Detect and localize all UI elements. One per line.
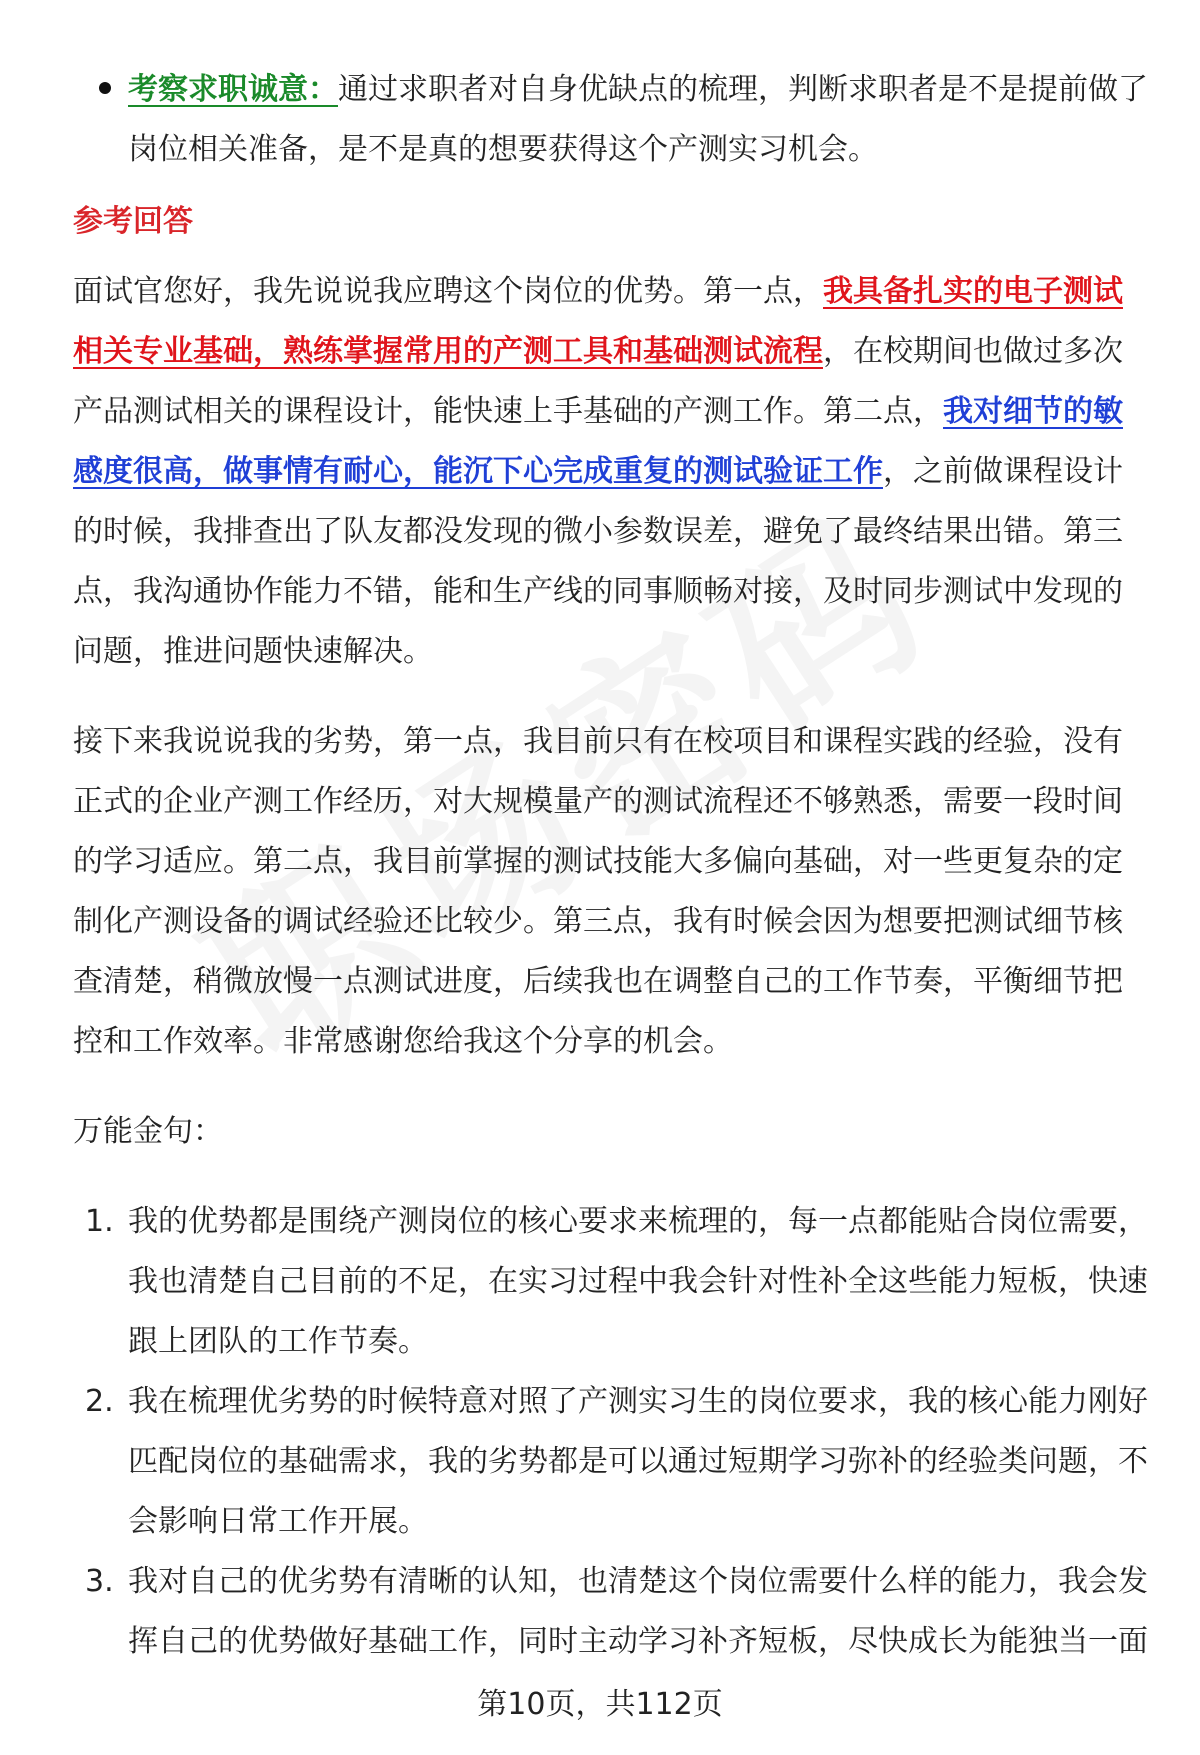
list-item-text: 我在梳理优劣势的时候特意对照了产测实习生的岗位要求，我的核心能力刚好匹配岗位的基础需求，我的劣势都是可以通过短期学习弥补的经验类问题，不会影响日常工作开展。 [128,1384,1148,1539]
bullet-item [73,60,1148,180]
golden-heading: 万能金句： [73,1114,223,1149]
bullet-dot-icon [99,82,111,94]
document-content [73,60,1148,1672]
answer-text: 面试官您好，我先说说我应聘这个岗位的优势。第一点， [73,274,823,309]
list-number: 3. [85,1564,114,1599]
answer-text: ，在校期间也做过多次产品测试相关的课程设计，能快速上手基础的产测工作。第二点， [73,334,1123,429]
highlight-red: 我具备扎实的电子测试相关专业基础，熟练掌握常用的产测工具和基础测试流程 [73,274,1123,369]
bullet-label: 考察求职诚意： [128,72,338,107]
page-footer: 第10页，共112页 [477,1687,723,1722]
reference-heading: 参考回答 [73,204,193,239]
spacer [73,1072,1148,1102]
spacer [73,1162,1148,1192]
list-item-text: 我对自己的优劣势有清晰的认知，也清楚这个岗位需要什么样的能力，我会发挥自己的优势做好基础工作，同时主动学习补齐短板，尽快成长为能独当一面 [128,1564,1148,1659]
answer-text: ，之前做课程设计的时候，我排查出了队友都没发现的微小参数误差，避免了最终结果出错。第三点，我沟通协作能力不错，能和生产线的同事顺畅对接，及时同步测试中发现的问题，推进问题快速解决。 [73,454,1123,669]
spacer [73,682,1148,712]
answer-paragraph-1 [73,262,1148,682]
list-item [73,1372,1148,1552]
list-number: 1. [85,1204,114,1239]
list-item [73,1552,1148,1672]
list-number: 2. [85,1384,114,1419]
bullet-text: 通过求职者对自身优缺点的梳理，判断求职者是不是提前做了岗位相关准备，是不是真的想要获得这个产测实习机会。 [128,72,1148,167]
list-item [73,1192,1148,1372]
highlight-blue: 我对细节的敏感度很高，做事情有耐心，能沉下心完成重复的测试验证工作 [73,394,1123,489]
answer-paragraph-2: 接下来我说说我的劣势，第一点，我目前只有在校项目和课程实践的经验，没有正式的企业产测工作经历，对大规模量产的测试流程还不够熟悉，需要一段时间的学习适应。第二点，我目前掌握的测试技能大多偏向基础，对一些更复杂的定制化产测设备的调试经验还比较少。第三点，我有时候会因为想要把测试细节核查清楚，稍微放慢一点测试进度，后续我也在调整自己的工作节奏，平衡细节把控和工作效率。非常感谢您给我这个分享的机会。 [73,724,1123,1059]
list-item-text: 我的优势都是围绕产测岗位的核心要求来梳理的，每一点都能贴合岗位需要，我也清楚自己目前的不足，在实习过程中我会针对性补全这些能力短板，快速跟上团队的工作节奏。 [128,1204,1148,1359]
